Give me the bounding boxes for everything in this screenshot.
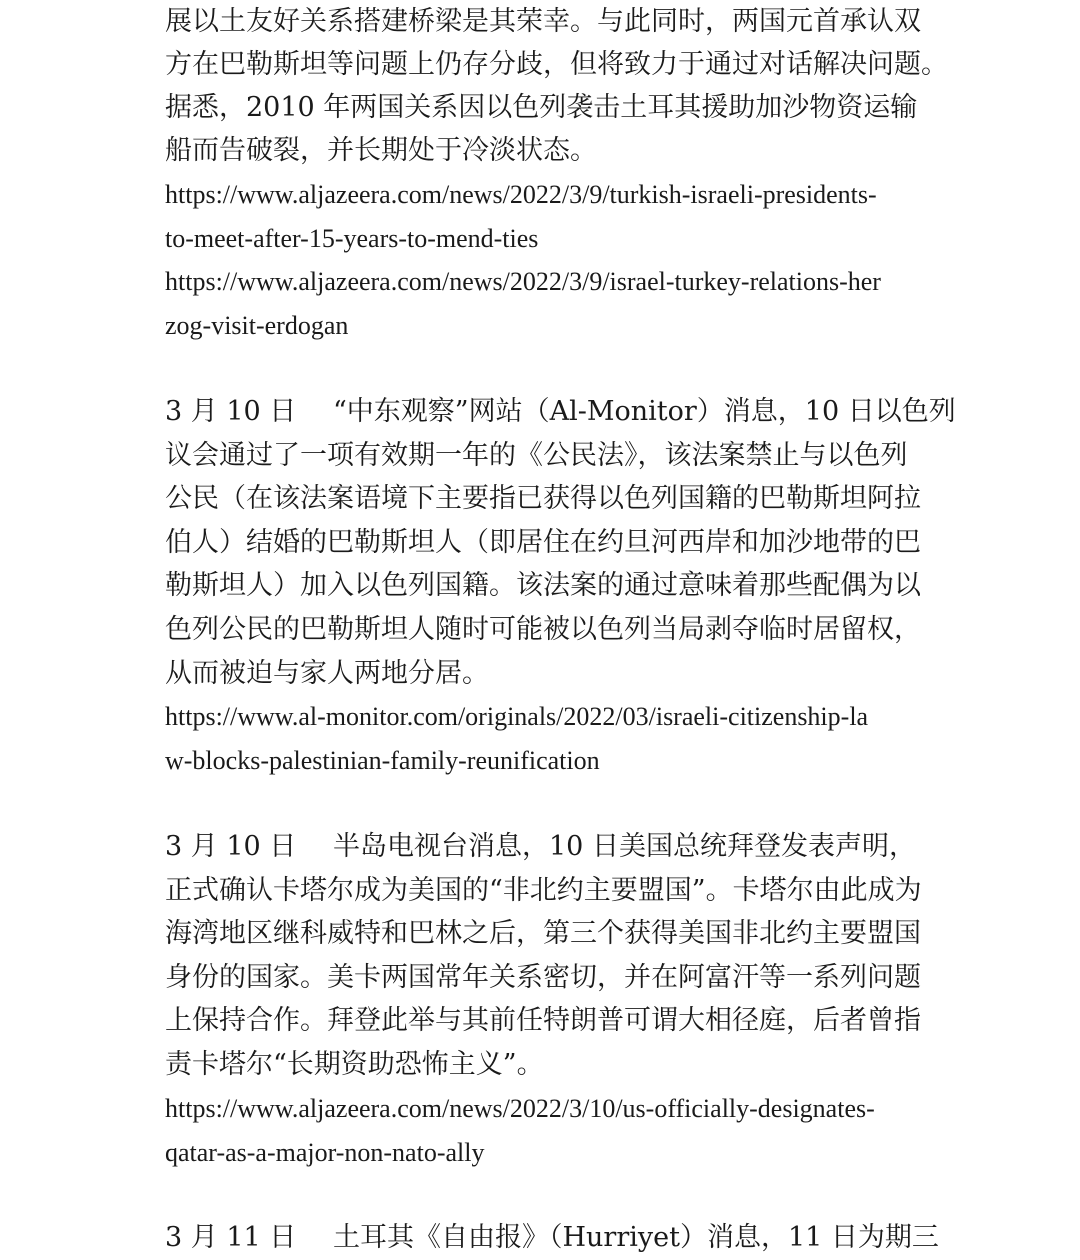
- source-link[interactable]: w-blocks-palestinian-family-reunification: [165, 746, 600, 775]
- text-line: 上保持合作。拜登此举与其前任特朗普可谓大相径庭，后者曾指: [165, 1005, 921, 1036]
- text-line: 议会通过了一项有效期一年的《公民法》，该法案禁止与以色列: [165, 440, 908, 471]
- text-line: 身份的国家。美卡两国常年关系密切，并在阿富汗等一系列问题: [165, 962, 921, 993]
- source-link[interactable]: https://www.al-monitor.com/originals/2022/03/israeli-citizenship-la: [165, 702, 869, 731]
- text-line: 半岛电视台消息，10 日美国总统拜登发表声明，: [333, 831, 916, 862]
- text-line: 方在巴勒斯坦等问题上仍存分歧，但将致力于通过对话解决问题。: [165, 49, 948, 80]
- source-link[interactable]: https://www.aljazeera.com/news/2022/3/10/us-officially-designates-: [165, 1094, 875, 1123]
- text-line: 展以土友好关系搭建桥梁是其荣幸。与此同时，两国元首承认双: [165, 6, 921, 37]
- entry-date: 3 月 11 日: [165, 1222, 297, 1253]
- source-link[interactable]: to-meet-after-15-years-to-mend-ties: [165, 224, 539, 253]
- source-link[interactable]: zog-visit-erdogan: [165, 311, 349, 340]
- text-line: 据悉，2010 年两国关系因以色列袭击土耳其援助加沙物资运输: [165, 92, 918, 123]
- text-line: 责卡塔尔“长期资助恐怖主义”。: [165, 1049, 544, 1080]
- text-line: 从而被迫与家人两地分居。: [165, 658, 489, 689]
- text-line: 伯人）结婚的巴勒斯坦人（即居住在约旦河西岸和加沙地带的巴: [165, 527, 921, 558]
- text-line: “中东观察”网站（Al-Monitor）消息，10 日以色列: [333, 396, 956, 427]
- source-link[interactable]: https://www.aljazeera.com/news/2022/3/9/turkish-israeli-presidents-: [165, 180, 877, 209]
- entry-date: 3 月 10 日: [165, 831, 297, 862]
- source-link[interactable]: qatar-as-a-major-non-nato-ally: [165, 1138, 485, 1167]
- entry-date: 3 月 10 日: [165, 396, 297, 427]
- text-line: 土耳其《自由报》（Hurriyet）消息，11 日为期三: [333, 1222, 939, 1253]
- text-line: 勒斯坦人）加入以色列国籍。该法案的通过意味着那些配偶为以: [165, 570, 921, 601]
- source-link[interactable]: https://www.aljazeera.com/news/2022/3/9/israel-turkey-relations-her: [165, 267, 881, 296]
- text-line: 色列公民的巴勒斯坦人随时可能被以色列当局剥夺临时居留权，: [165, 614, 921, 645]
- text-line: 公民（在该法案语境下主要指已获得以色列国籍的巴勒斯坦阿拉: [165, 483, 921, 514]
- text-line: 船而告破裂，并长期处于冷淡状态。: [165, 135, 597, 166]
- text-line: 正式确认卡塔尔成为美国的“非北约主要盟国”。卡塔尔由此成为: [165, 875, 922, 906]
- text-line: 海湾地区继科威特和巴林之后，第三个获得美国非北约主要盟国: [165, 918, 921, 949]
